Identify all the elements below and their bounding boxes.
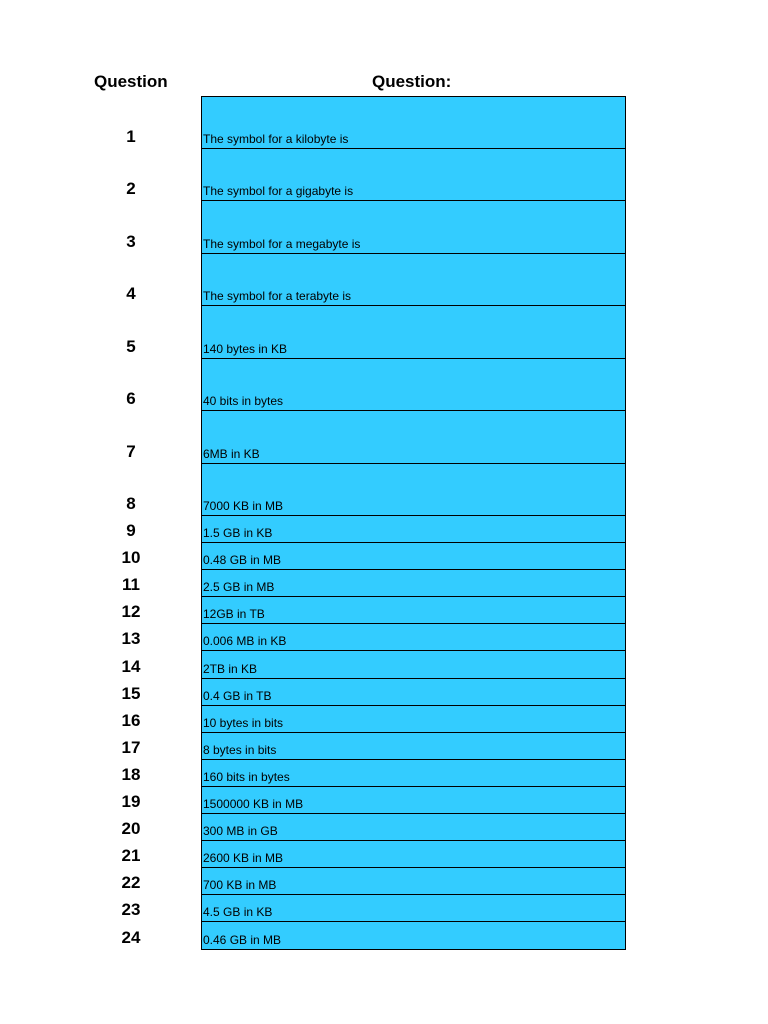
question-cell (201, 516, 626, 543)
table-row (0, 706, 768, 733)
question-cell (201, 411, 626, 464)
question-table (0, 96, 768, 950)
question-text: 6MB in KB (203, 446, 260, 461)
table-row (0, 814, 768, 841)
question-text: 7000 KB in MB (203, 499, 284, 513)
question-cell (201, 96, 626, 149)
question-text: 0.4 GB in TB (203, 688, 272, 703)
question-number: 6 (126, 389, 136, 408)
question-text: 0.46 GB in MB (203, 932, 282, 947)
question-number: 13 (121, 629, 141, 649)
question-text: The symbol for a gigabyte is (203, 184, 354, 198)
question-number: 5 (126, 336, 136, 356)
question-text: 300 MB in GB (203, 824, 278, 839)
table-row (0, 868, 768, 895)
question-text: 12GB in TB (203, 607, 265, 622)
question-number: 16 (121, 710, 141, 730)
question-number: 17 (121, 737, 141, 757)
question-number: 4 (126, 284, 136, 303)
question-cell (201, 787, 626, 814)
table-row (0, 841, 768, 868)
question-cell (201, 570, 626, 597)
question-cell (201, 814, 626, 841)
question-cell (201, 895, 626, 922)
table-row (0, 679, 768, 706)
question-cell (201, 359, 626, 412)
table-row (0, 787, 768, 814)
question-number: 2 (126, 179, 136, 198)
question-number-header: Question (94, 72, 168, 91)
question-number: 20 (121, 819, 141, 839)
question-cell (201, 201, 626, 254)
question-text: 4.5 GB in KB (203, 905, 273, 920)
question-text: 2600 KB in MB (203, 851, 284, 866)
question-cell (201, 868, 626, 895)
question-text: 140 bytes in KB (203, 341, 288, 356)
question-text: 2TB in KB (203, 661, 258, 676)
question-cell (201, 841, 626, 868)
table-row (0, 306, 768, 359)
question-text: The symbol for a kilobyte is (203, 131, 349, 146)
question-cell (201, 760, 626, 787)
question-cell (201, 651, 626, 678)
table-row (0, 922, 768, 949)
question-text: The symbol for a megabyte is (203, 236, 361, 251)
question-cell (201, 706, 626, 733)
table-row (0, 359, 768, 412)
question-cell (201, 679, 626, 706)
table-row (0, 411, 768, 464)
table-row (0, 733, 768, 760)
question-text: 40 bits in bytes (203, 394, 284, 408)
question-number: 14 (121, 656, 141, 676)
question-number: 24 (121, 927, 141, 947)
question-number: 18 (121, 764, 141, 784)
question-text: 160 bits in bytes (203, 769, 290, 784)
question-number: 1 (126, 126, 136, 146)
table-row (0, 201, 768, 254)
question-number: 3 (126, 231, 136, 251)
table-row (0, 149, 768, 202)
table-row (0, 895, 768, 922)
question-text: 8 bytes in bits (203, 742, 277, 757)
question-text: 0.48 GB in MB (203, 553, 282, 568)
table-row (0, 254, 768, 307)
question-number: 21 (121, 846, 141, 866)
question-number: 19 (121, 792, 141, 812)
question-cell (201, 543, 626, 570)
question-number: 10 (121, 548, 141, 568)
question-text-header: Question: (372, 72, 452, 91)
question-number: 11 (122, 575, 140, 595)
question-cell (201, 624, 626, 651)
question-number: 15 (121, 683, 141, 703)
table-row (0, 624, 768, 651)
table-row (0, 651, 768, 678)
question-number: 22 (121, 873, 141, 893)
question-cell (201, 597, 626, 624)
table-row (0, 464, 768, 517)
question-text: 1500000 KB in MB (203, 797, 304, 812)
question-text: The symbol for a terabyte is (203, 289, 352, 303)
question-number: 7 (126, 441, 136, 461)
table-row (0, 96, 768, 149)
question-cell (201, 149, 626, 202)
question-text: 700 KB in MB (203, 878, 277, 893)
table-row (0, 516, 768, 543)
question-cell (201, 733, 626, 760)
question-cell (201, 922, 626, 949)
question-cell (201, 254, 626, 307)
table-row (0, 570, 768, 597)
question-text: 1.5 GB in KB (203, 526, 273, 541)
question-number: 8 (126, 494, 136, 513)
question-number: 23 (121, 900, 141, 920)
question-text: 2.5 GB in MB (203, 580, 275, 595)
table-row (0, 543, 768, 570)
question-cell (201, 306, 626, 359)
question-text: 0.006 MB in KB (203, 634, 287, 649)
table-row (0, 760, 768, 787)
question-number: 12 (121, 602, 141, 622)
table-row (0, 597, 768, 624)
question-text: 10 bytes in bits (203, 715, 284, 730)
question-number: 9 (126, 521, 136, 541)
question-cell (201, 464, 626, 517)
